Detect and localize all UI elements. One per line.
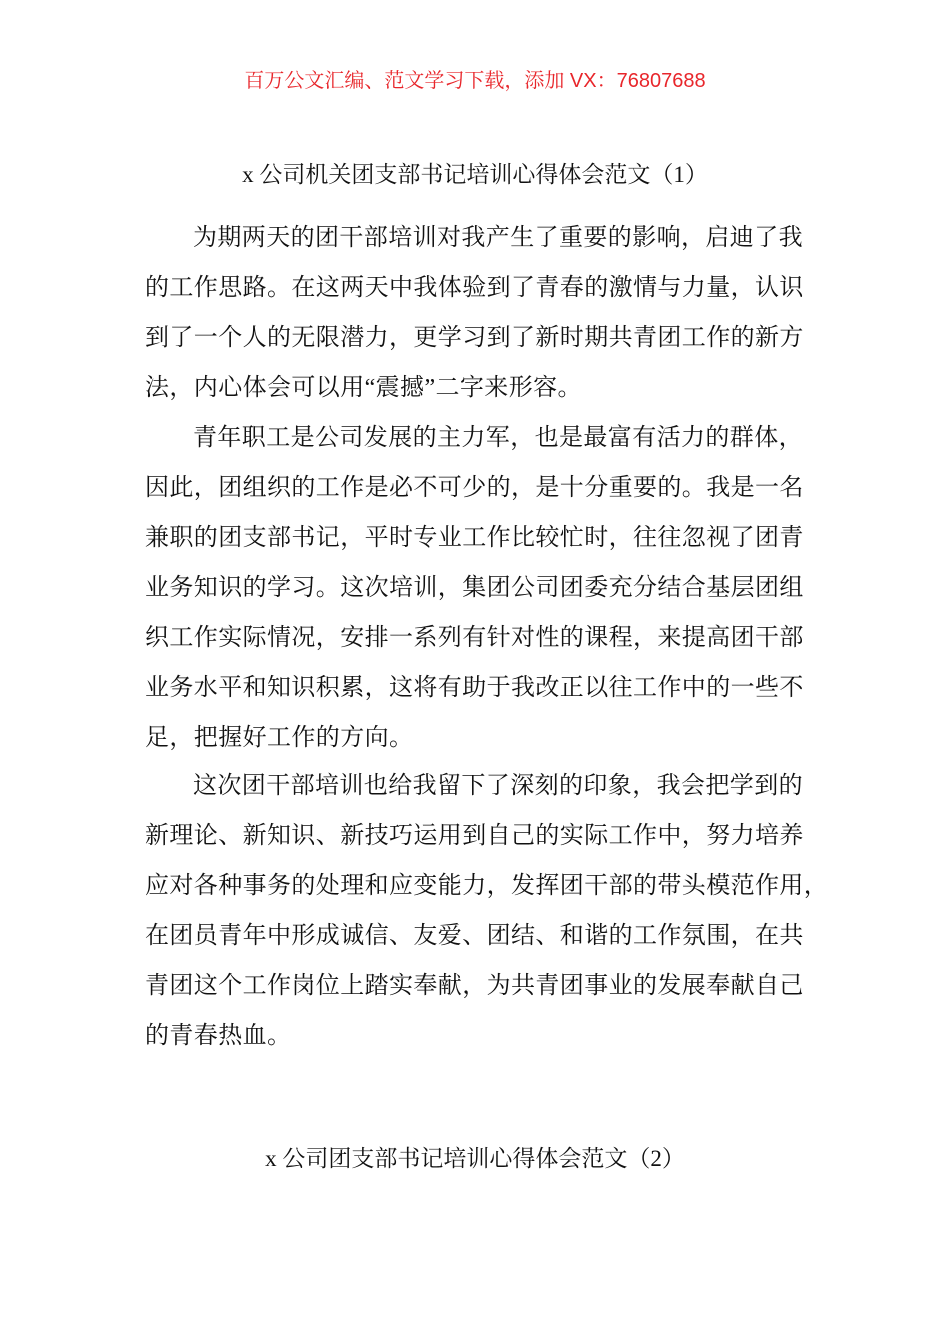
paragraph-line: 青团这个工作岗位上踏实奉献，为共青团事业的发展奉献自己 (145, 973, 804, 999)
paragraph-line: 在团员青年中形成诚信、友爱、团结、和谐的工作氛围，在共 (145, 923, 804, 949)
paragraph-line: 这次团干部培训也给我留下了深刻的印象，我会把学到的 (193, 773, 803, 799)
paragraph-line: 业务知识的学习。这次培训，集团公司团委充分结合基层团组 (145, 575, 804, 601)
document-title-1: x 公司机关团支部书记培训心得体会范文（1） (242, 162, 708, 187)
paragraph-3 (145, 761, 835, 1061)
paragraph-line: 到了一个人的无限潜力，更学习到了新时期共青团工作的新方 (145, 325, 804, 351)
paragraph-line: 新理论、新知识、新技巧运用到自己的实际工作中，努力培养 (145, 823, 804, 849)
paragraph-line: 的青春热血。 (145, 1023, 292, 1049)
document-title-2: x 公司团支部书记培训心得体会范文（2） (265, 1146, 685, 1171)
paragraph-1 (145, 213, 835, 413)
paragraph-line: 业务水平和知识积累，这将有助于我改正以往工作中的一些不 (145, 675, 804, 701)
paragraph-line: 为期两天的团干部培训对我产生了重要的影响，启迪了我 (193, 225, 803, 251)
paragraph-line: 足，把握好工作的方向。 (145, 725, 414, 751)
paragraph-line: 的工作思路。在这两天中我体验到了青春的激情与力量，认识 (145, 275, 804, 301)
paragraph-line: 应对各种事务的处理和应变能力，发挥团干部的带头模范作用， (145, 873, 829, 899)
promo-banner: 百万公文汇编、范文学习下载，添加 VX：76807688 (244, 70, 706, 92)
paragraph-line: 青年职工是公司发展的主力军，也是最富有活力的群体， (193, 425, 803, 451)
paragraph-line: 法，内心体会可以用“震撼”二字来形容。 (145, 375, 582, 401)
paragraph-line: 兼职的团支部书记，平时专业工作比较忙时，往往忽视了团青 (145, 525, 804, 551)
paragraph-line: 因此，团组织的工作是必不可少的，是十分重要的。我是一名 (145, 475, 804, 501)
paragraph-line: 织工作实际情况，安排一系列有针对性的课程，来提高团干部 (145, 625, 804, 651)
paragraph-2 (145, 413, 835, 763)
